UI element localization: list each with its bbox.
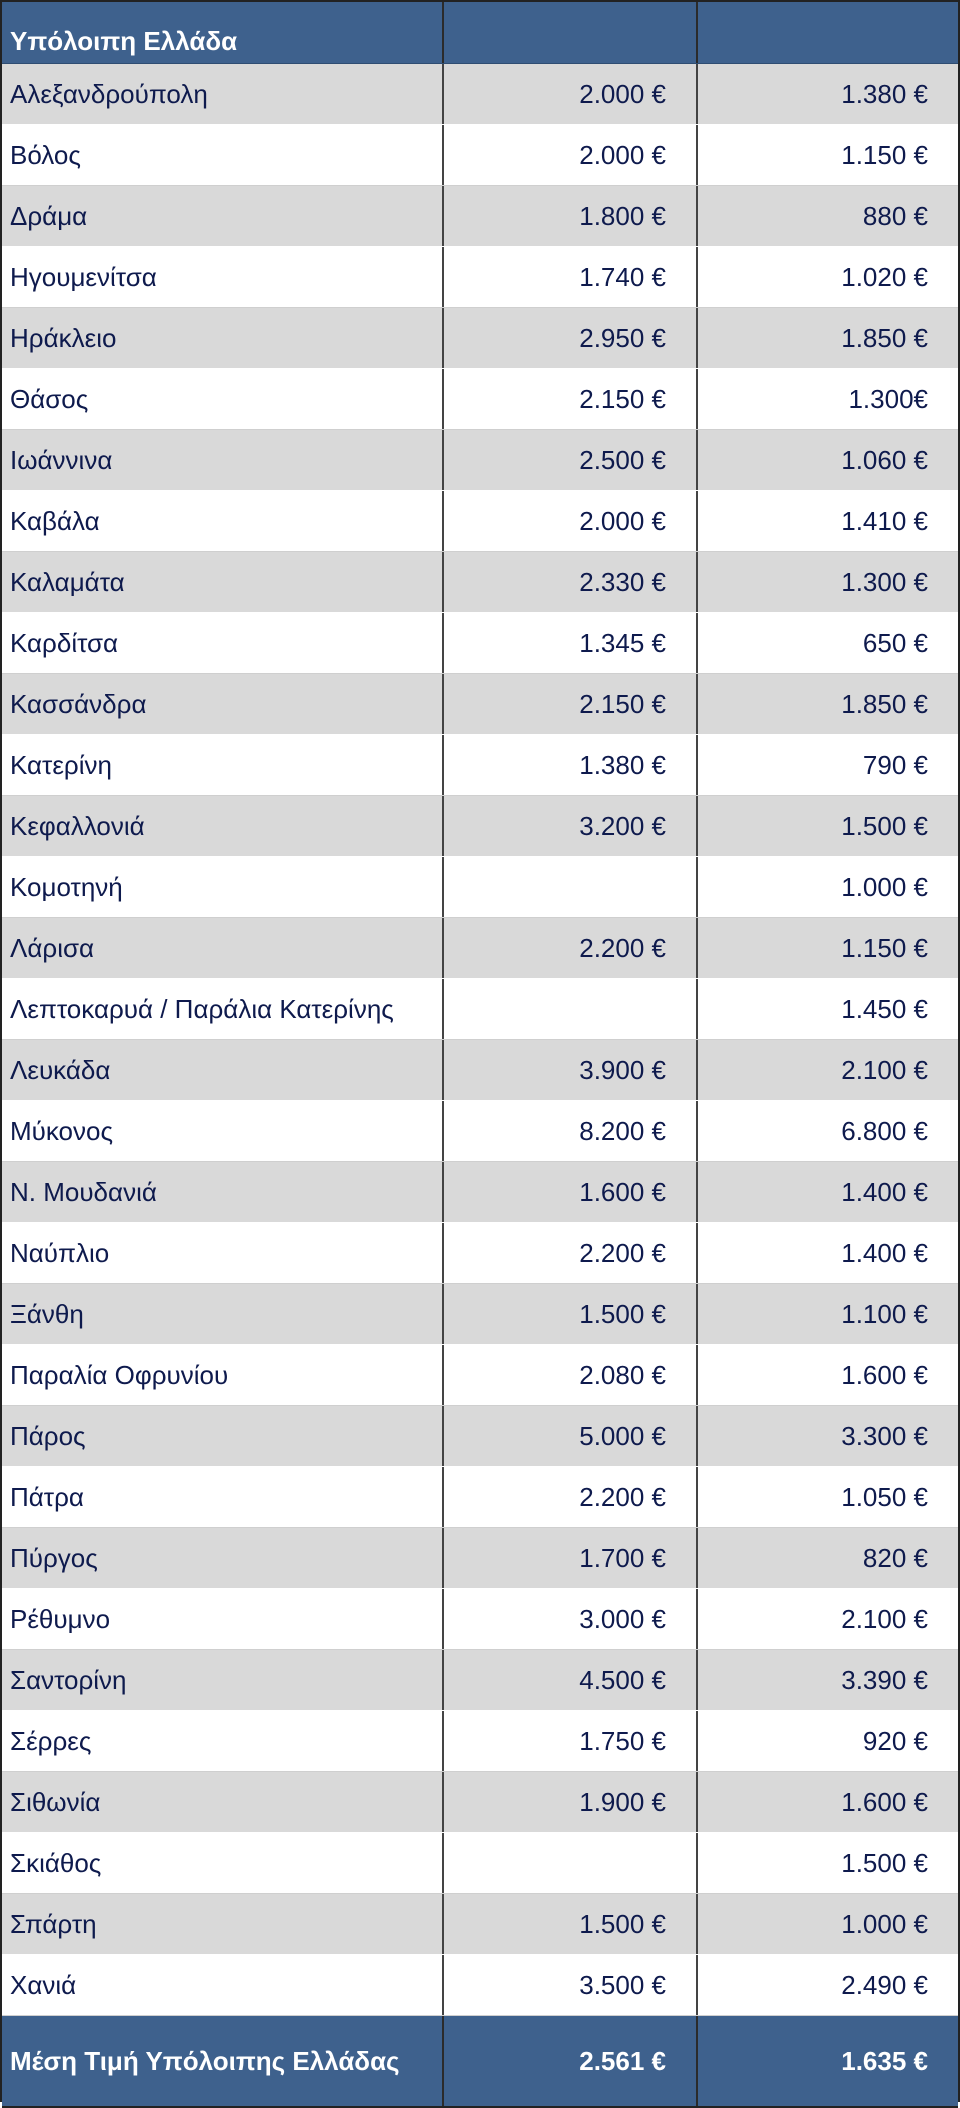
- value-cell-col3: 1.000 €: [841, 1908, 928, 1939]
- city-cell: Καλαμάτα: [2, 552, 444, 612]
- city-cell: Σπάρτη: [2, 1894, 444, 1954]
- city-cell: Ν. Μουδανιά: [2, 1162, 444, 1222]
- value-cell-col2: 1.380 €: [444, 735, 698, 795]
- value-cell-col3: 1.500 €: [841, 1847, 928, 1878]
- table-row: [2, 857, 958, 918]
- city-cell: Πάτρα: [2, 1467, 444, 1527]
- table-row: [2, 369, 958, 430]
- value-cell-col2: 1.600 €: [444, 1162, 698, 1222]
- value-cell-col2: 2.000 €: [444, 125, 698, 185]
- table-row: [2, 552, 958, 613]
- value-cell-col3: 650 €: [862, 627, 928, 658]
- footer-average-col3: 1.635 €: [841, 2045, 928, 2076]
- table-row: [2, 1772, 958, 1833]
- value-cell-col3: 820 €: [862, 1542, 928, 1573]
- value-cell-col3: 1.060 €: [841, 444, 928, 475]
- table-body: [2, 64, 958, 2016]
- city-cell: Κομοτηνή: [2, 857, 444, 917]
- city-cell: Δράμα: [2, 186, 444, 246]
- city-cell: Λευκάδα: [2, 1040, 444, 1100]
- value-cell-col3: 1.020 €: [841, 261, 928, 292]
- value-cell-col3: 1.050 €: [841, 1481, 928, 1512]
- value-cell-col3: 790 €: [862, 749, 928, 780]
- value-cell-col2: 1.900 €: [444, 1772, 698, 1832]
- table-row: [2, 1894, 958, 1955]
- table-row: [2, 186, 958, 247]
- value-cell-col2: 2.200 €: [444, 918, 698, 978]
- value-cell-col3: 1.380 €: [841, 78, 928, 109]
- value-cell-col2: 1.740 €: [444, 247, 698, 307]
- footer-average-col2: 2.561 €: [444, 2016, 698, 2106]
- table-row: [2, 1833, 958, 1894]
- value-cell-col3: 1.100 €: [841, 1298, 928, 1329]
- value-cell-col2: 1.345 €: [444, 613, 698, 673]
- value-cell-col2: 2.150 €: [444, 674, 698, 734]
- value-cell-col3: 1.400 €: [841, 1237, 928, 1268]
- table-row: [2, 918, 958, 979]
- value-cell-col3: 1.300€: [848, 383, 928, 414]
- table-row: [2, 125, 958, 186]
- value-cell-col2: 2.500 €: [444, 430, 698, 490]
- city-cell: Αλεξανδρούπολη: [2, 64, 444, 124]
- value-cell-col3: 1.850 €: [841, 688, 928, 719]
- table-row: [2, 1406, 958, 1467]
- value-cell-col2: 2.200 €: [444, 1223, 698, 1283]
- table-row: [2, 491, 958, 552]
- value-cell-col3: 1.600 €: [841, 1359, 928, 1390]
- city-cell: Παραλία Οφρυνίου: [2, 1345, 444, 1405]
- city-cell: Καρδίτσα: [2, 613, 444, 673]
- value-cell-col3: 880 €: [862, 200, 928, 231]
- value-cell-col2: 1.700 €: [444, 1528, 698, 1588]
- table-row: [2, 1650, 958, 1711]
- city-cell: Λεπτοκαρυά / Παράλια Κατερίνης: [2, 979, 444, 1039]
- table-row: [2, 430, 958, 491]
- city-cell: Ναύπλιο: [2, 1223, 444, 1283]
- city-cell: Βόλος: [2, 125, 444, 185]
- value-cell-col2: 2.330 €: [444, 552, 698, 612]
- table-row: [2, 1467, 958, 1528]
- table-row: [2, 979, 958, 1040]
- table-row: [2, 674, 958, 735]
- value-cell-col2: 3.900 €: [444, 1040, 698, 1100]
- value-cell-col3: 1.500 €: [841, 810, 928, 841]
- value-cell-col2: 2.000 €: [444, 64, 698, 124]
- city-cell: Λάρισα: [2, 918, 444, 978]
- value-cell-col2: [444, 1833, 698, 1893]
- value-cell-col2: 2.080 €: [444, 1345, 698, 1405]
- value-cell-col3: 1.600 €: [841, 1786, 928, 1817]
- value-cell-col3: 1.150 €: [841, 139, 928, 170]
- city-cell: Σαντορίνη: [2, 1650, 444, 1710]
- table-row: [2, 1101, 958, 1162]
- value-cell-col3: 1.000 €: [841, 871, 928, 902]
- value-cell-col2: 2.000 €: [444, 491, 698, 551]
- value-cell-col2: 1.750 €: [444, 1711, 698, 1771]
- value-cell-col3: 2.100 €: [841, 1054, 928, 1085]
- table-row: [2, 64, 958, 125]
- table-row: [2, 308, 958, 369]
- value-cell-col2: 5.000 €: [444, 1406, 698, 1466]
- value-cell-col3: 2.490 €: [841, 1969, 928, 2000]
- table-row: [2, 1162, 958, 1223]
- value-cell-col2: 4.500 €: [444, 1650, 698, 1710]
- city-cell: Ηγουμενίτσα: [2, 247, 444, 307]
- table-row: [2, 1040, 958, 1101]
- value-cell-col3: 1.450 €: [841, 993, 928, 1024]
- city-cell: Πάρος: [2, 1406, 444, 1466]
- value-cell-col2: [444, 857, 698, 917]
- table-row: [2, 735, 958, 796]
- city-cell: Σέρρες: [2, 1711, 444, 1771]
- city-cell: Μύκονος: [2, 1101, 444, 1161]
- value-cell-col2: 3.200 €: [444, 796, 698, 856]
- table-row: [2, 1955, 958, 2016]
- value-cell-col2: 1.500 €: [444, 1894, 698, 1954]
- city-cell: Καβάλα: [2, 491, 444, 551]
- header-region-title: Υπόλοιπη Ελλάδα: [2, 2, 444, 63]
- value-cell-col2: 1.500 €: [444, 1284, 698, 1344]
- city-cell: Σκιάθος: [2, 1833, 444, 1893]
- city-cell: Κασσάνδρα: [2, 674, 444, 734]
- city-cell: Ιωάννινα: [2, 430, 444, 490]
- footer-average-label: Μέση Τιμή Υπόλοιπης Ελλάδας: [2, 2016, 444, 2106]
- table-row: [2, 247, 958, 308]
- value-cell-col2: 2.950 €: [444, 308, 698, 368]
- value-cell-col3: 3.390 €: [841, 1664, 928, 1695]
- city-cell: Κεφαλλονιά: [2, 796, 444, 856]
- city-cell: Ξάνθη: [2, 1284, 444, 1344]
- value-cell-col3: 2.100 €: [841, 1603, 928, 1634]
- table-footer-row: [2, 2016, 958, 2108]
- city-cell: Σιθωνία: [2, 1772, 444, 1832]
- value-cell-col2: 8.200 €: [444, 1101, 698, 1161]
- value-cell-col3: 1.410 €: [841, 505, 928, 536]
- city-cell: Θάσος: [2, 369, 444, 429]
- value-cell-col3: 1.300 €: [841, 566, 928, 597]
- value-cell-col3: 1.400 €: [841, 1176, 928, 1207]
- table-row: [2, 613, 958, 674]
- city-cell: Πύργος: [2, 1528, 444, 1588]
- table-row: [2, 1223, 958, 1284]
- value-cell-col2: 3.500 €: [444, 1955, 698, 2015]
- value-cell-col3: 3.300 €: [841, 1420, 928, 1451]
- header-col3: [698, 2, 958, 63]
- value-cell-col3: 1.850 €: [841, 322, 928, 353]
- value-cell-col2: [444, 979, 698, 1039]
- value-cell-col3: 1.150 €: [841, 932, 928, 963]
- table-row: [2, 1589, 958, 1650]
- table-row: [2, 1284, 958, 1345]
- value-cell-col2: 1.800 €: [444, 186, 698, 246]
- value-cell-col2: 3.000 €: [444, 1589, 698, 1649]
- table-row: [2, 796, 958, 857]
- city-cell: Ρέθυμνο: [2, 1589, 444, 1649]
- table-row: [2, 1711, 958, 1772]
- city-cell: Κατερίνη: [2, 735, 444, 795]
- value-cell-col2: 2.200 €: [444, 1467, 698, 1527]
- value-cell-col3: 6.800 €: [841, 1115, 928, 1146]
- value-cell-col2: 2.150 €: [444, 369, 698, 429]
- table-row: [2, 1345, 958, 1406]
- city-cell: Χανιά: [2, 1955, 444, 2015]
- table-row: [2, 1528, 958, 1589]
- city-cell: Ηράκλειο: [2, 308, 444, 368]
- header-col2: [444, 2, 698, 63]
- value-cell-col3: 920 €: [862, 1725, 928, 1756]
- table-header-row: [2, 0, 958, 64]
